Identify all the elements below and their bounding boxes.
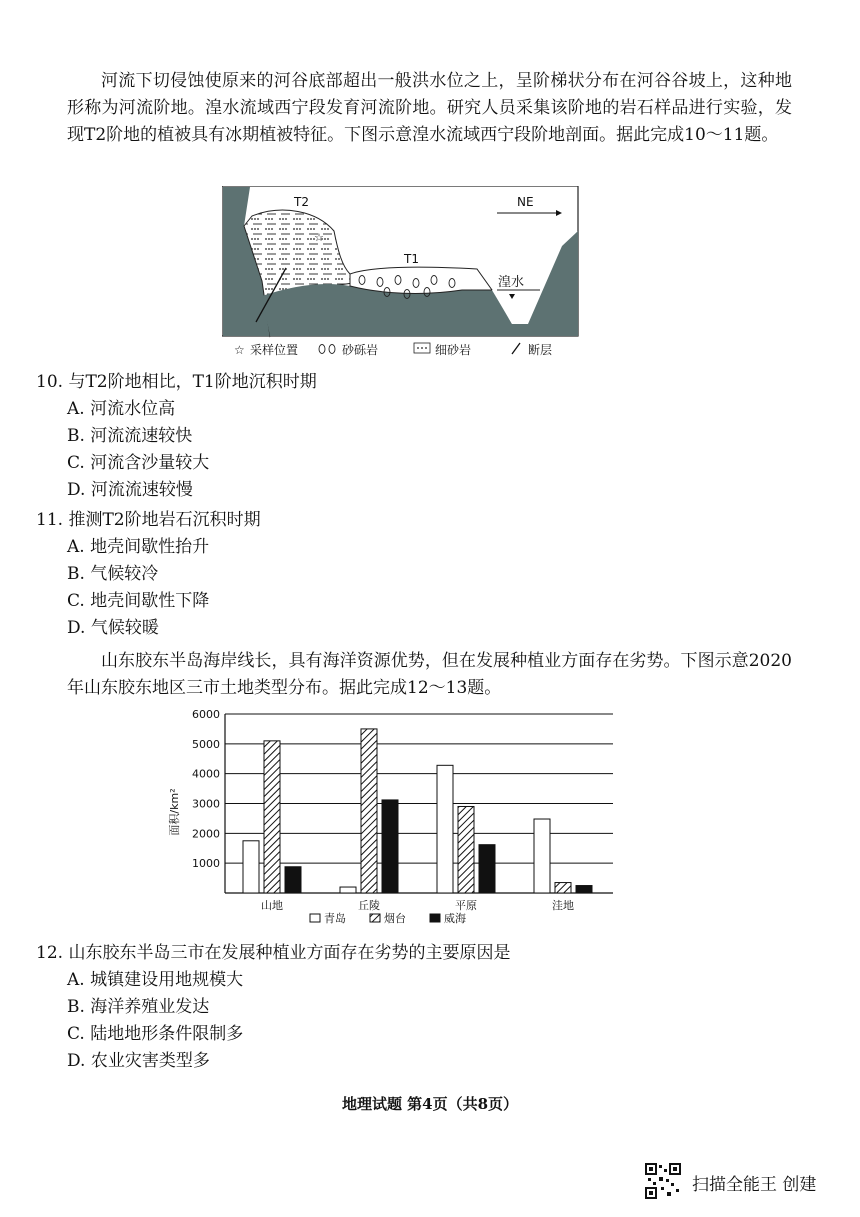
chart-bar — [243, 841, 259, 893]
q10-option-b[interactable]: B. 河流流速较快 — [67, 426, 193, 446]
chart-bar — [576, 886, 592, 893]
legend-sand-icon — [414, 343, 430, 353]
chart-legend-label: 青岛 — [324, 912, 346, 925]
chart-bar — [534, 819, 550, 893]
q12-option-a[interactable]: A. 城镇建设用地规模大 — [67, 970, 244, 990]
land-type-bar-chart — [160, 702, 630, 932]
label-t1: T1 — [404, 252, 419, 266]
q12-option-c[interactable]: C. 陆地地形条件限制多 — [67, 1024, 244, 1044]
legend-fault-icon — [512, 343, 520, 354]
chart-y-tick-label: 4000 — [192, 767, 220, 781]
legend-gravel-icon — [319, 345, 335, 354]
q12-option-d[interactable]: D. 农业灾害类型多 — [67, 1051, 210, 1071]
q11-option-a[interactable]: A. 地壳间歇性抬升 — [67, 537, 210, 557]
chart-category-label: 山地 — [261, 899, 283, 912]
chart-bar — [340, 887, 356, 893]
chart-category-label: 丘陵 — [358, 899, 380, 912]
q10-option-d[interactable]: D. 河流流速较慢 — [67, 480, 193, 500]
t1-terrace-fill — [350, 267, 492, 293]
q11-option-d[interactable]: D. 气候较暖 — [67, 618, 159, 638]
label-river: 湟水 — [498, 275, 525, 290]
chart-y-tick-label: 1000 — [192, 857, 220, 871]
chart-category-label: 平原 — [455, 899, 477, 912]
legend-sample-label: 采样位置 — [250, 343, 299, 357]
question-11-stem: 11. 推测T2阶地岩石沉积时期 — [36, 510, 261, 530]
chart-ylabel: 面积/km² — [168, 788, 181, 836]
qr-code-icon — [645, 1163, 681, 1199]
label-direction: NE — [517, 195, 534, 209]
question-12-stem: 12. 山东胶东半岛三市在发展种植业方面存在劣势的主要原因是 — [36, 943, 511, 963]
chart-legend-swatch — [310, 914, 320, 922]
chart-category-label: 洼地 — [552, 899, 574, 912]
chart-bar — [361, 729, 377, 893]
chart-y-tick-label: 2000 — [192, 827, 220, 841]
chart-bar — [264, 741, 280, 893]
legend-gravel-label: 砂砾岩 — [342, 343, 379, 357]
q10-option-a[interactable]: A. 河流水位高 — [67, 399, 176, 419]
terrace-profile-diagram — [222, 186, 582, 366]
q12-option-b[interactable]: B. 海洋养殖业发达 — [67, 997, 210, 1017]
q10-option-c[interactable]: C. 河流含沙量较大 — [67, 453, 210, 473]
chart-legend-label: 烟台 — [384, 912, 406, 925]
intro-paragraph-terraces: 河流下切侵蚀使原来的河谷底部超出一般洪水位之上，呈阶梯状分布在河谷谷坡上，这种地形称为河流阶地。湟水流域西宁段发育河流阶地。研究人员采集该阶地的岩石样品进行实验，发现T2阶地的植被具有冰期植被特征。下图示意湟水流域西宁段阶地剖面。据此完成10～11题。 — [67, 71, 792, 145]
chart-bar — [479, 845, 495, 893]
page-footer: 地理试题 第4页（共8页） — [341, 1095, 519, 1113]
chart-bar — [458, 806, 474, 893]
chart-legend-label: 威海 — [444, 912, 466, 925]
chart-y-tick-label: 3000 — [192, 797, 220, 811]
q11-option-c[interactable]: C. 地壳间歇性下降 — [67, 591, 210, 611]
chart-legend-swatch — [370, 914, 380, 922]
chart-bar — [437, 765, 453, 893]
intro-paragraph-jiaodong: 山东胶东半岛海岸线长，具有海洋资源优势，但在发展种植业方面存在劣势。下图示意2020年山东胶东地区三市土地类型分布。据此完成12～13题。 — [67, 651, 792, 698]
chart-bar — [382, 800, 398, 893]
legend-sand-label: 细砂岩 — [435, 343, 472, 357]
q11-option-b[interactable]: B. 气候较冷 — [67, 564, 159, 584]
chart-y-tick-label: 5000 — [192, 737, 220, 751]
chart-bar — [285, 867, 301, 893]
chart-y-tick-label: 6000 — [192, 708, 220, 721]
chart-bar — [555, 883, 571, 893]
sample-star-icon: ☆ — [314, 231, 324, 244]
label-t2: T2 — [294, 195, 309, 209]
chart-legend-swatch — [430, 914, 440, 922]
legend-fault-label: 断层 — [528, 343, 553, 357]
question-10-stem: 10. 与T2阶地相比，T1阶地沉积时期 — [36, 372, 317, 392]
scanner-brand-label: 扫描全能王 创建 — [692, 1175, 817, 1195]
legend-star-icon: ☆ — [234, 343, 245, 357]
